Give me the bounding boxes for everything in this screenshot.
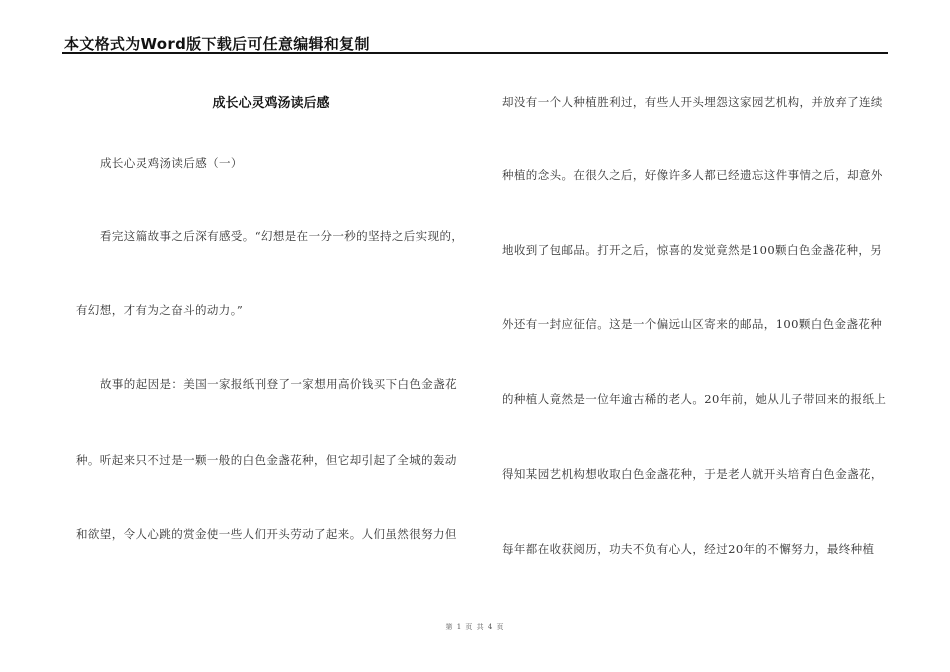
document-header: 本文格式为Word版下载后可任意编辑和复制: [64, 35, 370, 53]
header-divider: [62, 52, 888, 54]
paragraph-line: 的种植人竟然是一位年逾古稀的老人。20年前，她从儿子带回来的报纸上: [502, 392, 887, 406]
paragraph-line: 看完这篇故事之后深有感受。“幻想是在一分一秒的坚持之后实现的，: [100, 229, 464, 243]
paragraph-line: 却没有一个人种植胜利过，有些人开头埋怨这家园艺机构，并放弃了连续: [502, 95, 883, 109]
paragraph-line: 有幻想，才有为之奋斗的动力。”: [76, 303, 244, 317]
document-title: 成长心灵鸡汤读后感: [212, 96, 330, 111]
paragraph-line: 外还有一封应征信。这是一个偏远山区寄来的邮品，100颗白色金盏花种: [502, 317, 883, 331]
paragraph-line: 得知某园艺机构想收取白色金盏花种，于是老人就开头培育白色金盏花，: [502, 467, 883, 481]
paragraph-line: 和欲望，令人心跳的赏金使一些人们开头劳动了起来。人们虽然很努力但: [76, 527, 457, 541]
page-number: 第 1 页 共 4 页: [445, 623, 505, 631]
paragraph-line: 种。听起来只不过是一颗一般的白色金盏花种，但它却引起了全城的轰动: [76, 453, 457, 467]
paragraph-line: 每年都在收获阅历，功夫不负有心人，经过20年的不懈努力，最终种植: [502, 542, 875, 556]
paragraph-line: 种植的念头。在很久之后，好像许多人都已经遗忘这件事情之后，却意外: [502, 168, 883, 182]
paragraph-line: 地收到了包邮品。打开之后，惊喜的发觉竟然是100颗白色金盏花种，另: [502, 243, 883, 257]
paragraph-line: 故事的起因是：美国一家报纸刊登了一家想用高价钱买下白色金盏花: [100, 377, 457, 391]
paragraph-line: 成长心灵鸡汤读后感（一）: [100, 156, 243, 170]
